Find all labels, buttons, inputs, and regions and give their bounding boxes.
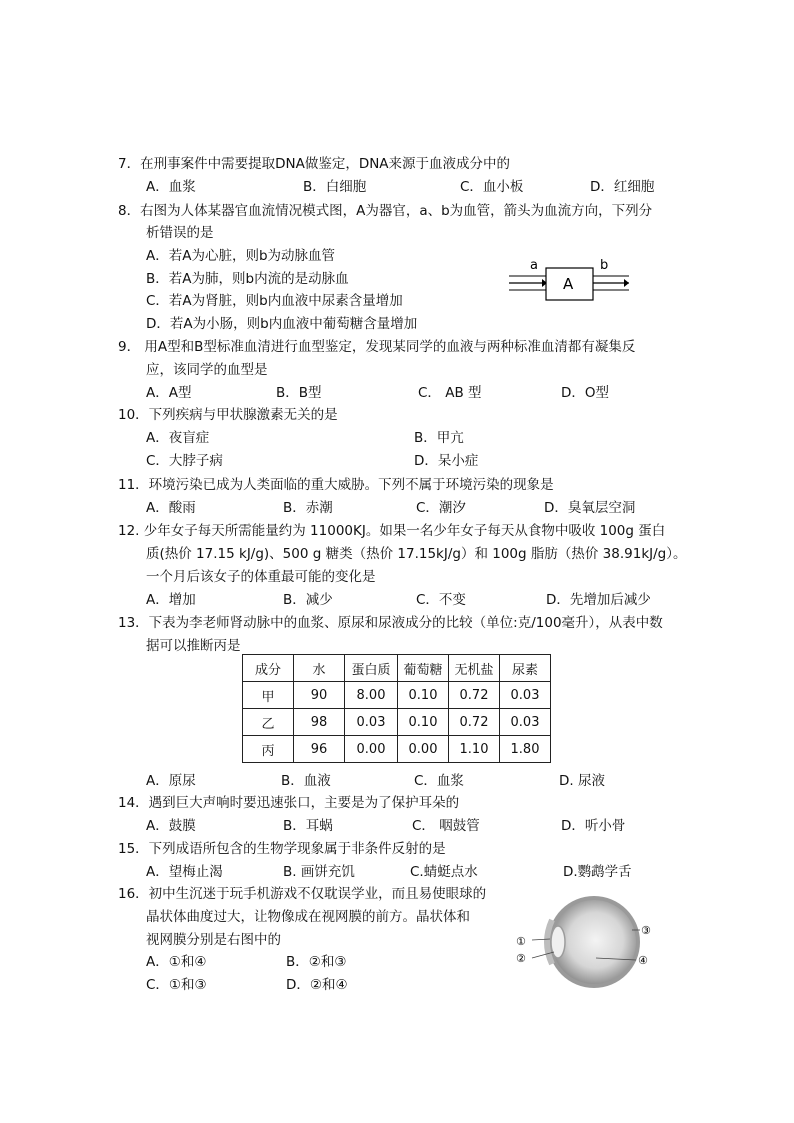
label-4: ④ (638, 954, 648, 967)
q9-stem-line1: 9． 用A型和B型标准血清进行血型鉴定，发现某同学的血液与两种标准血清都有凝集反 (118, 339, 636, 355)
table-cell: 0.10 (398, 709, 449, 736)
table-header-cell: 蛋白质 (345, 655, 398, 682)
q8-stem-line2: 析错误的是 (146, 225, 214, 241)
q8-option-b: B．若A为肺，则b内流的是动脉血 (146, 271, 349, 287)
q13-stem-line1: 13．下表为李老师肾动脉中的血浆、原尿和尿液成分的比较（单位:克/100毫升），从表中数 (118, 615, 663, 631)
q13-option-c: C．血浆 (414, 773, 464, 789)
table-cell: 0.03 (500, 682, 551, 709)
q8-option-c: C．若A为肾脏，则b内血液中尿素含量增加 (146, 293, 403, 309)
q16-stem-line3: 视网膜分别是右图中的 (146, 932, 281, 948)
q10-option-a: A．夜盲症 (146, 430, 210, 446)
q10-option-c: C．大脖子病 (146, 453, 223, 469)
q13-option-d: D. 尿液 (559, 773, 605, 789)
q12-option-c: C．不变 (416, 592, 466, 608)
table-cell: 90 (294, 682, 345, 709)
table-cell: 0.72 (449, 682, 500, 709)
q8-stem-line1: 8．右图为人体某器官血流情况模式图，A为器官，a、b为血管，箭头为血流方向，下列分 (118, 203, 653, 219)
q11-stem: 11．环境污染已成为人类面临的重大威胁。下列不属于环境污染的现象是 (118, 477, 554, 493)
organ-label: A (563, 275, 574, 293)
q11-option-b: B．赤潮 (283, 500, 333, 516)
label-2: ② (516, 952, 526, 965)
table-cell: 0.72 (449, 709, 500, 736)
q9-option-b: B．B型 (276, 385, 322, 401)
q15-option-b: B. 画饼充饥 (283, 864, 355, 880)
q12-stem-line3: 一个月后该女子的体重最可能的变化是 (146, 569, 376, 585)
q16-option-d: D．②和④ (286, 977, 348, 993)
lens-shape (551, 926, 565, 958)
q11-option-d: D．臭氧层空洞 (544, 500, 636, 516)
q14-option-b: B．耳蜗 (283, 818, 333, 834)
blood-flow-diagram (505, 255, 635, 305)
q8-option-a: A．若A为心脏，则b为动脉血管 (146, 248, 336, 264)
vessel-a-label: a (530, 258, 538, 273)
table-cell: 96 (294, 736, 345, 763)
table-cell: 1.80 (500, 736, 551, 763)
q16-stem-line2: 晶状体曲度过大，让物像成在视网膜的前方。晶状体和 (146, 909, 470, 925)
q15-option-d: D.鹦鹉学舌 (563, 864, 632, 880)
q15-option-c: C.蜻蜓点水 (410, 864, 478, 880)
q14-option-a: A．鼓膜 (146, 818, 196, 834)
table-cell: 0.00 (345, 736, 398, 763)
q11-option-a: A．酸雨 (146, 500, 196, 516)
composition-table (242, 654, 551, 763)
q10-stem: 10．下列疾病与甲状腺激素无关的是 (118, 407, 338, 423)
q14-stem: 14．遇到巨大声响时要迅速张口，主要是为了保护耳朵的 (118, 795, 460, 811)
label-1: ① (516, 935, 526, 948)
q10-option-b: B．甲亢 (414, 430, 464, 446)
vessel-b-label: b (600, 258, 609, 273)
q13-option-a: A．原尿 (146, 773, 196, 789)
table-header-cell: 水 (294, 655, 345, 682)
table-cell: 0.03 (345, 709, 398, 736)
q16-stem-line1: 16．初中生沉迷于玩手机游戏不仅耽误学业，而且易使眼球的 (118, 886, 487, 902)
table-header-cell: 葡萄糖 (398, 655, 449, 682)
table-row (243, 682, 551, 709)
q7-option-a: A．血浆 (146, 179, 196, 195)
table-header-cell: 成分 (243, 655, 294, 682)
table-header-cell: 无机盐 (449, 655, 500, 682)
q12-option-a: A．增加 (146, 592, 196, 608)
q8-option-d: D．若A为小肠，则b内血液中葡萄糖含量增加 (146, 316, 418, 332)
table-row (243, 736, 551, 763)
table-row (243, 709, 551, 736)
q16-option-b: B．②和③ (286, 954, 347, 970)
table-header-row (243, 655, 551, 682)
table-cell: 乙 (243, 709, 294, 736)
q12-stem-line1: 12. 少年女子每天所需能量约为 11000KJ。如果一名少年女子每天从食物中吸收 100g 蛋白 (118, 523, 666, 539)
q9-stem-line2: 应，该同学的血型是 (146, 362, 268, 378)
q12-option-d: D．先增加后减少 (546, 592, 651, 608)
q9-option-c: C． AB 型 (418, 385, 482, 401)
q7-option-b: B．白细胞 (303, 179, 367, 195)
q9-option-d: D．O型 (561, 385, 610, 401)
q7-option-c: C．血小板 (460, 179, 524, 195)
table-cell: 甲 (243, 682, 294, 709)
q16-option-a: A．①和④ (146, 954, 207, 970)
q12-stem-line2: 质(热价 17.15 kJ/g)、500 g 糖类（热价 17.15kJ/g）和 100g 脂肪（热价 38.91kJ/g）。 (146, 546, 687, 562)
table-cell: 丙 (243, 736, 294, 763)
table-cell: 98 (294, 709, 345, 736)
label-3: ③ (641, 924, 651, 937)
q7-option-d: D．红细胞 (590, 179, 655, 195)
q9-option-a: A．A型 (146, 385, 192, 401)
table-cell: 0.03 (500, 709, 551, 736)
q11-option-c: C．潮汐 (416, 500, 466, 516)
eyeball-diagram (512, 890, 662, 990)
table-cell: 0.10 (398, 682, 449, 709)
q7-stem: 7．在刑事案件中需要提取DNA做鉴定，DNA来源于血液成分中的 (118, 156, 511, 172)
q16-option-c: C．①和③ (146, 977, 207, 993)
q15-option-a: A．望梅止渴 (146, 864, 223, 880)
q13-stem-line2: 据可以推断丙是 (146, 638, 241, 654)
q14-option-d: D．听小骨 (561, 818, 626, 834)
table-cell: 0.00 (398, 736, 449, 763)
q14-option-c: C． 咽鼓管 (412, 818, 480, 834)
table-header-cell: 尿素 (500, 655, 551, 682)
table-cell: 8.00 (345, 682, 398, 709)
table-cell: 1.10 (449, 736, 500, 763)
q12-option-b: B．减少 (283, 592, 333, 608)
q15-stem: 15．下列成语所包含的生物学现象属于非条件反射的是 (118, 841, 446, 857)
q10-option-d: D．呆小症 (414, 453, 479, 469)
q13-option-b: B．血液 (281, 773, 331, 789)
